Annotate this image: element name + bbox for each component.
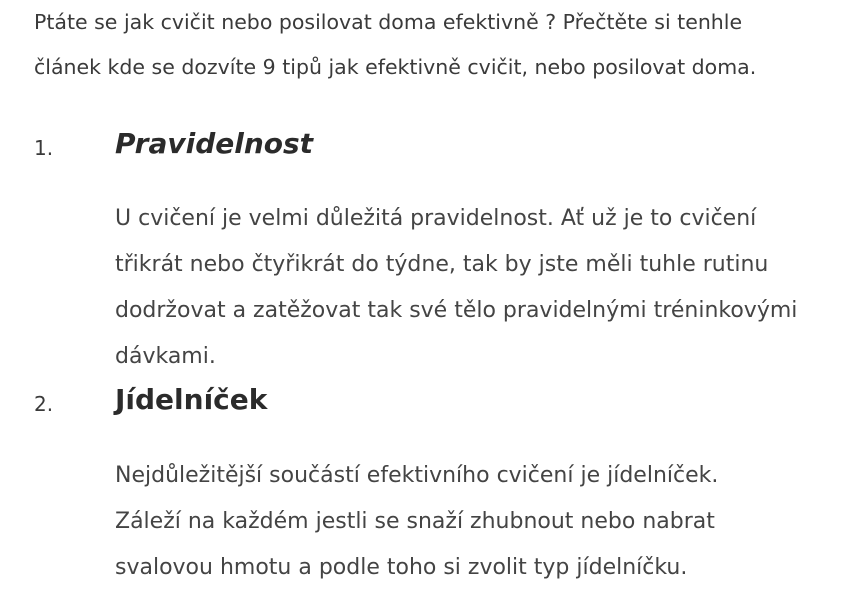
intro-paragraph	[34, 0, 834, 90]
body-line: svalovou hmotu a podle toho si zvolit typ jídelníčku.	[115, 555, 688, 580]
list-item-number: 2.	[34, 392, 54, 416]
body-line: dávkami.	[115, 344, 216, 369]
list-item-number: 1.	[34, 136, 54, 160]
body-line: Záleží na každém jestli se snaží zhubnout nebo nabrat	[115, 509, 715, 534]
body-line: dodržovat a zatěžovat tak své tělo pravidelnými tréninkovými	[115, 298, 798, 323]
body-line: třikrát nebo čtyřikrát do týdne, tak by jste měli tuhle rutinu	[115, 252, 769, 277]
section-heading-jidelnicek: Jídelníček	[115, 383, 268, 416]
intro-line: článek kde se dozvíte 9 tipů jak efektivně cvičit, nebo posilovat doma.	[34, 55, 757, 79]
section-body-jidelnicek	[115, 453, 845, 591]
body-line: U cvičení je velmi důležitá pravidelnost. Ať už je to cvičení	[115, 206, 757, 231]
section-body-pravidelnost	[115, 196, 845, 380]
body-line: Nejdůležitější součástí efektivního cvičení je jídelníček.	[115, 463, 719, 488]
intro-line: Ptáte se jak cvičit nebo posilovat doma efektivně ? Přečtěte si tenhle	[34, 10, 743, 34]
section-heading-pravidelnost: Pravidelnost	[115, 127, 314, 160]
